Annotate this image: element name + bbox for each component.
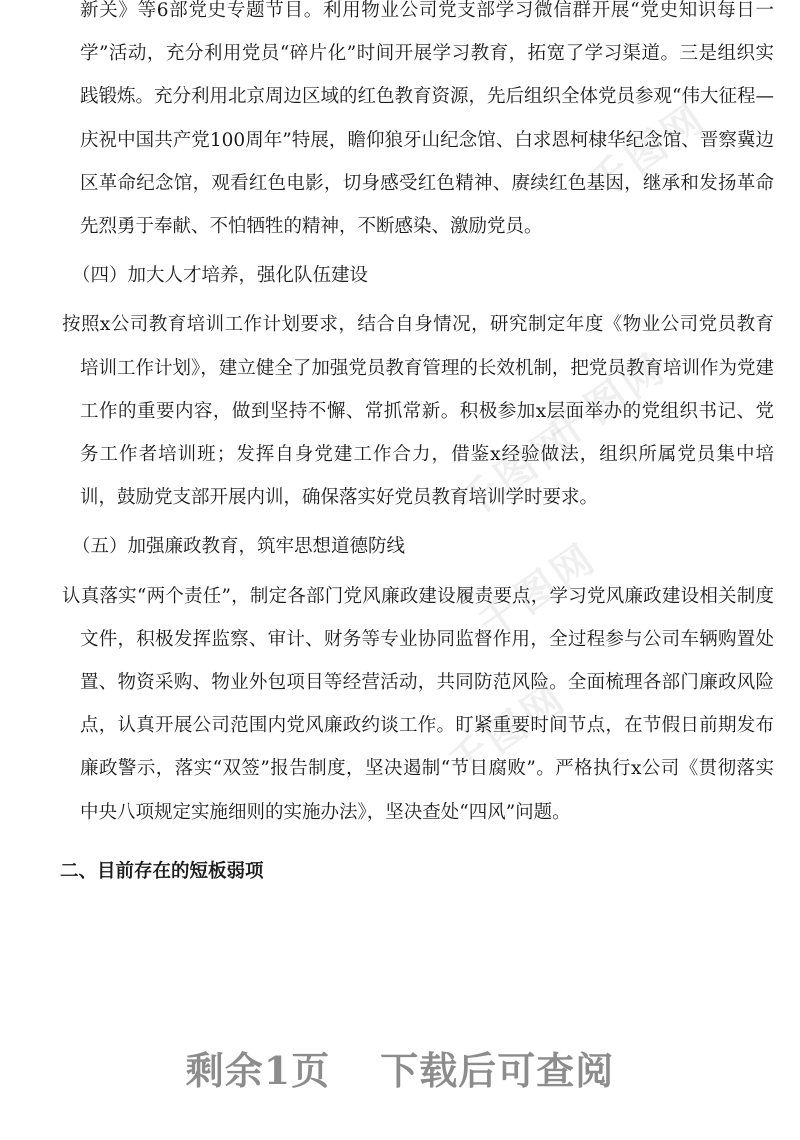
section-title: 二、目前存在的短板弱项 xyxy=(60,860,264,882)
body-paragraph: 新关》等6部党史专题节目。利用物业公司党支部学习微信群开展“党史知识每日一学”活动，充分利用党员“碎片化”时间开展学习教育，拓宽了学习渠道。三是组织实践锻炼。充分利用北京周边区域的红色教育资源，先后组织全体党员参观“伟大征程—庆祝中国共产党100周年”特展，瞻仰狼牙山纪念馆、白求恩柯棣华纪念馆、晋察冀边区革命纪念馆，观看红色电影，切身感受红色精神、赓续红色基因，继承和发扬革命先烈勇于奉献、不怕牺牲的精神，不断感染、激励党员。 xyxy=(80,0,774,238)
watermark-text: 千图网 xyxy=(450,414,586,529)
subsection-heading: （五）加强廉政教育，筑牢思想道德防线 xyxy=(72,536,406,558)
download-prompt-banner xyxy=(0,1040,800,1095)
body-paragraph: 认真落实“两个责任”，制定各部门党风廉政建设履责要点，学习党风廉政建设相关制度文件，积极发挥监察、审计、财务等专业协同监督作用，全过程参与公司车辆购置处置、物资采购、物业外包项目等经营活动，共同防范风险。全面梳理各部门廉政风险点，认真开展公司范围内党风廉政约谈工作。盯紧重要时间节点，在节假日前期发布廉政警示，落实“双签”报告制度，坚决遏制“节日腐败”。严格执行x公司《贯彻落实中央八项规定实施细则的实施办法》，坚决查处“四风”问题。 xyxy=(62,585,774,823)
watermark-text: 千图网 xyxy=(540,344,676,459)
document-body xyxy=(60,0,774,893)
watermark-text: 千图网 xyxy=(580,94,716,209)
watermark-text: 千图网 xyxy=(470,534,606,649)
watermark-text: 千图网 xyxy=(440,674,576,789)
body-paragraph: 按照x公司教育培训工作计划要求，结合自身情况，研究制定年度《物业公司党员教育培训工作计划》，建立健全了加强党员教育管理的长效机制，把党员教育培训作为党建工作的重要内容，做到坚持不懈、常抓常新。积极参加x层面举办的党组织书记、党务工作者培训班；发挥自身党建工作合力，借鉴x经验做法，组织所属党员集中培训，鼓励党支部开展内训，确保落实好党员教育培训学时要求。 xyxy=(62,314,774,509)
remaining-pages-label: 剩余1页 xyxy=(185,1048,331,1093)
subsection-heading: （四）加大人才培养，强化队伍建设 xyxy=(72,265,369,287)
download-hint-label: 下载后可查阅 xyxy=(380,1048,615,1093)
